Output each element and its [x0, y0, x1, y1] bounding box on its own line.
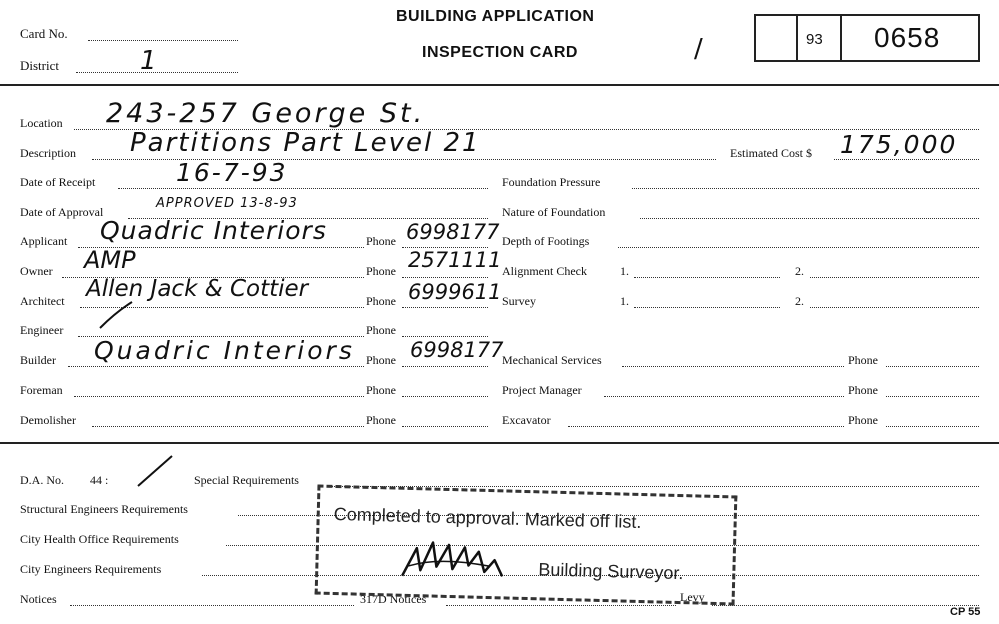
nature-foundation-label: Nature of Foundation [502, 205, 606, 219]
card-number-divider-1 [796, 14, 798, 62]
owner-phone-field[interactable] [402, 277, 488, 278]
header-slash: / [694, 34, 703, 64]
district-field[interactable] [76, 72, 238, 73]
card-no-field[interactable] [88, 40, 238, 41]
alignment-field-1[interactable] [634, 277, 780, 278]
mechanical-label: Mechanical Services [502, 353, 602, 367]
district-value: 1 [140, 46, 157, 76]
date-receipt-field[interactable] [118, 188, 488, 189]
builder-value: Quadric Interiors [94, 336, 355, 365]
applicant-phone-label: Phone [366, 234, 396, 248]
date-receipt-value: 16-7-93 [176, 158, 288, 187]
foundation-pressure-field[interactable] [632, 188, 979, 189]
health-requirements-label: City Health Office Requirements [20, 532, 179, 546]
foundation-pressure-label: Foundation Pressure [502, 175, 601, 189]
date-receipt-label: Date of Receipt [20, 175, 96, 189]
foreman-field[interactable] [74, 396, 364, 397]
architect-phone-value: 6999611 [408, 280, 502, 304]
structural-requirements-label: Structural Engineers Requirements [20, 502, 188, 516]
survey-label: Survey [502, 294, 536, 308]
excavator-label: Excavator [502, 413, 551, 427]
date-approval-label: Date of Approval [20, 205, 104, 219]
applicant-phone-value: 6998177 [406, 220, 500, 244]
foreman-phone-field[interactable] [402, 396, 488, 397]
location-label: Location [20, 116, 63, 130]
alignment-num1: 1. [620, 264, 629, 278]
da-no-label: D.A. No. [20, 473, 64, 487]
estimated-cost-field[interactable] [834, 159, 979, 160]
builder-phone-field[interactable] [402, 366, 488, 367]
card-number-box [754, 14, 980, 62]
title-line1: BUILDING APPLICATION [396, 8, 595, 25]
builder-phone-value: 6998177 [410, 338, 504, 362]
foreman-label: Foreman [20, 383, 63, 397]
date-approval-value: APPROVED 13-8-93 [156, 196, 298, 211]
excavator-phone-label: Phone [848, 413, 878, 427]
da-slash-mark [134, 454, 174, 488]
alignment-field-2[interactable] [810, 277, 979, 278]
signature [398, 536, 509, 585]
applicant-value: Quadric Interiors [100, 216, 327, 245]
project-manager-phone-label: Phone [848, 383, 878, 397]
location-value: 243-257 George St. [106, 98, 426, 129]
survey-field-1[interactable] [634, 307, 780, 308]
survey-field-2[interactable] [810, 307, 979, 308]
special-requirements-label: Special Requirements [194, 473, 299, 487]
architect-phone-label: Phone [366, 294, 396, 308]
mechanical-phone-field[interactable] [886, 366, 979, 367]
owner-value: AMP [84, 246, 136, 274]
builder-label: Builder [20, 353, 56, 367]
owner-label: Owner [20, 264, 53, 278]
demolisher-field[interactable] [92, 426, 364, 427]
estimated-cost-label: Estimated Cost $ [730, 146, 812, 160]
estimated-cost-value: 175,000 [840, 130, 958, 159]
card-no-label: Card No. [20, 26, 68, 41]
card-number-divider-2 [840, 14, 842, 62]
levy-label: Levy [680, 590, 705, 604]
stamp-line2: Building Surveyor. [538, 559, 684, 584]
depth-footings-label: Depth of Footings [502, 234, 590, 248]
description-value: Partitions Part Level 21 [130, 128, 481, 158]
excavator-phone-field[interactable] [886, 426, 979, 427]
mechanical-phone-label: Phone [848, 353, 878, 367]
project-manager-phone-field[interactable] [886, 396, 979, 397]
demolisher-phone-label: Phone [366, 413, 396, 427]
depth-footings-field[interactable] [618, 247, 979, 248]
notices-317d-field[interactable] [446, 605, 676, 606]
survey-num1: 1. [620, 294, 629, 308]
da-no-value: 44 : [90, 473, 109, 487]
owner-phone-value: 2571111 [408, 248, 502, 272]
engineer-label: Engineer [20, 323, 64, 337]
engineer-phone-field[interactable] [402, 336, 488, 337]
top-rule [0, 84, 999, 86]
stamp-line1: Completed to approval. Marked off list. [333, 503, 642, 533]
applicant-label: Applicant [20, 234, 68, 248]
title-line2: INSPECTION CARD [422, 44, 578, 61]
foreman-phone-label: Phone [366, 383, 396, 397]
excavator-field[interactable] [568, 426, 844, 427]
survey-num2: 2. [795, 294, 804, 308]
builder-phone-label: Phone [366, 353, 396, 367]
card-number-value: 0658 [874, 22, 941, 53]
project-manager-field[interactable] [604, 396, 844, 397]
demolisher-phone-field[interactable] [402, 426, 488, 427]
notices-label: Notices [20, 592, 57, 606]
builder-field[interactable] [68, 366, 364, 367]
middle-rule [0, 442, 999, 444]
engineer-phone-label: Phone [366, 323, 396, 337]
form-code: CP 55 [950, 606, 981, 618]
architect-value: Allen Jack & Cottier [86, 276, 309, 302]
approval-stamp [315, 485, 738, 606]
pen-stroke-mark [96, 300, 136, 330]
alignment-num2: 2. [795, 264, 804, 278]
year-value: 93 [806, 31, 823, 48]
mechanical-field[interactable] [622, 366, 844, 367]
architect-phone-field[interactable] [402, 307, 488, 308]
nature-foundation-field[interactable] [640, 218, 979, 219]
alignment-check-label: Alignment Check [502, 264, 587, 278]
demolisher-label: Demolisher [20, 413, 76, 427]
description-label: Description [20, 146, 76, 160]
owner-phone-label: Phone [366, 264, 396, 278]
notices-317d-label: 317D Notices [360, 592, 427, 606]
district-label: District [20, 58, 59, 73]
city-engineers-requirements-label: City Engineers Requirements [20, 562, 162, 576]
project-manager-label: Project Manager [502, 383, 582, 397]
architect-label: Architect [20, 294, 65, 308]
levy-field[interactable] [712, 605, 979, 606]
notices-field[interactable] [70, 605, 354, 606]
